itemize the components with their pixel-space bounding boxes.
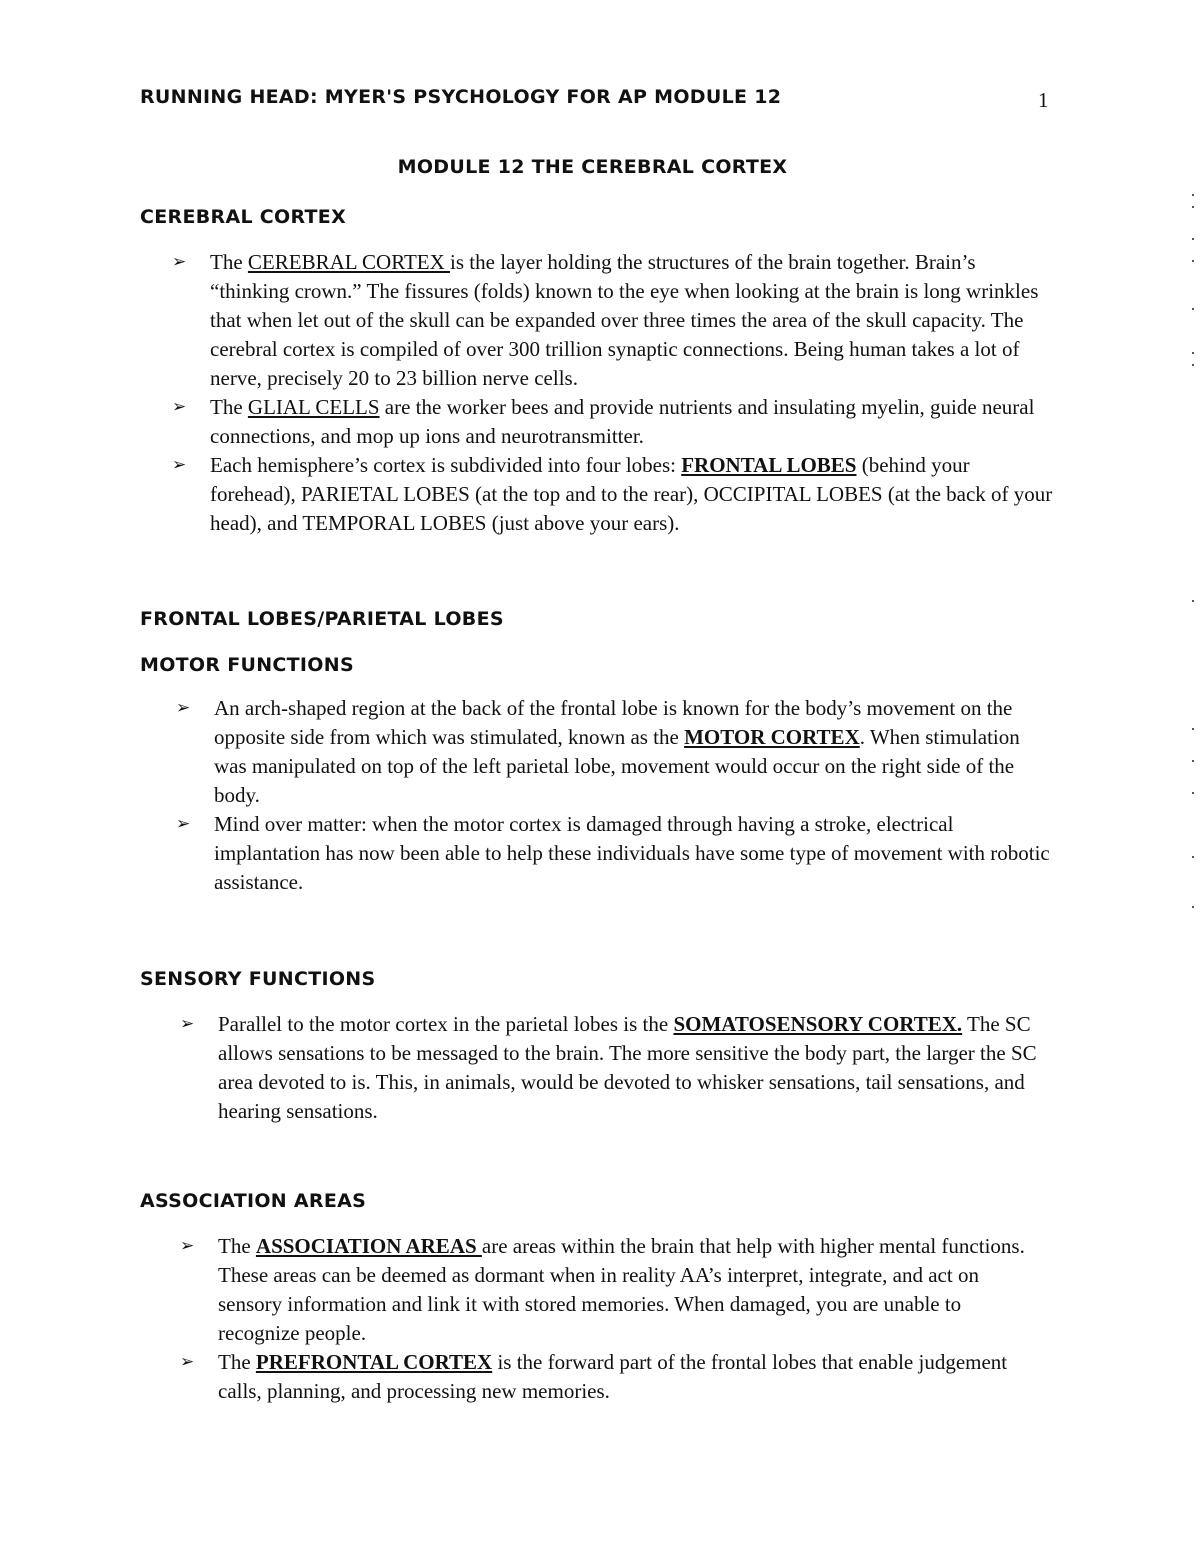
heading-association-areas: ASSOCIATION AREAS	[140, 1190, 367, 1212]
association-areas-list	[180, 1232, 1040, 1406]
arrow-bullet-icon: ➢	[180, 1352, 195, 1372]
arrow-bullet-icon: ➢	[172, 397, 187, 417]
term-glial-cells: GLIAL CELLS	[247, 395, 380, 419]
bullet-item	[180, 1010, 1060, 1126]
bullet-item	[172, 248, 1057, 393]
bullet-item	[172, 393, 1057, 451]
arrow-bullet-icon: ➢	[172, 455, 187, 475]
bullet-text: The	[218, 1234, 256, 1258]
bullet-text: is the layer holding the structures of the brain together. Brain’s “thinking crown.” The fissures (folds) known to the eye when looking at the brain is long wrinkles that when let out of the skull can be expanded over three times the area of the skull capacity. The cerebral cortex is compiled of over 300 trillion synaptic connections. Being human takes a lot of nerve, precisely 20 to 23 billion nerve cells.	[210, 250, 1039, 390]
running-head: RUNNING HEAD: MYER'S PSYCHOLOGY FOR AP MODULE 12	[140, 86, 782, 108]
bullet-item	[176, 694, 1056, 810]
bullet-item	[180, 1232, 1040, 1348]
bullet-text: (behind your forehead), PARIETAL LOBES (at the top and to the rear), OCCIPITAL LOBES (at the back of your head), and TEMPORAL LOBES (just above your ears).	[210, 453, 1053, 535]
bullet-text: is the forward part of the frontal lobes that enable judgement calls, planning, and processing new memories.	[218, 1350, 1008, 1403]
term-association-areas: ASSOCIATION AREAS	[255, 1234, 482, 1258]
heading-cerebral-cortex: CEREBRAL CORTEX	[140, 206, 347, 228]
term-prefrontal-cortex: PREFRONTAL CORTEX	[255, 1350, 493, 1374]
cerebral-cortex-list	[172, 248, 1057, 538]
scan-margin-marks	[1192, 180, 1198, 940]
term-motor-cortex: MOTOR CORTEX	[684, 725, 860, 749]
arrow-bullet-icon: ➢	[180, 1014, 195, 1034]
bullet-text: The SC allows sensations to be messaged to the brain. The more sensitive the body part, the larger the SC area devoted to is. This, in animals, would be devoted to whisker sensations, tail sensations, and hearing sensations.	[218, 1012, 1037, 1123]
bullet-text: An arch-shaped region at the back of the frontal lobe is known for the body’s movement on the opposite side from which was stimulated, known as the	[214, 696, 1013, 749]
arrow-bullet-icon: ➢	[172, 252, 187, 272]
arrow-bullet-icon: ➢	[176, 698, 191, 718]
arrow-bullet-icon: ➢	[180, 1236, 195, 1256]
motor-functions-list	[176, 694, 1056, 897]
bullet-text: are areas within the brain that help with higher mental functions. These areas can be deemed as dormant when in reality AA’s interpret, integrate, and act on sensory information and link it with stored memories. When damaged, you are unable to recognize people.	[218, 1234, 1025, 1345]
document-title: MODULE 12 THE CEREBRAL CORTEX	[397, 156, 788, 178]
bullet-text: Each hemisphere’s cortex is subdivided into four lobes:	[210, 453, 682, 477]
bullet-text: The	[210, 395, 248, 419]
bullet-text: The	[218, 1350, 256, 1374]
heading-motor-functions: MOTOR FUNCTIONS	[140, 654, 354, 676]
term-cerebral-cortex: CEREBRAL CORTEX	[247, 250, 451, 274]
sensory-functions-list	[180, 1010, 1060, 1126]
bullet-text: are the worker bees and provide nutrients and insulating myelin, guide neural connections, and mop up ions and neurotransmitter.	[210, 395, 1035, 448]
bullet-item	[172, 451, 1057, 538]
term-frontal-lobes: FRONTAL LOBES	[681, 453, 857, 477]
bullet-item	[180, 1348, 1040, 1406]
arrow-bullet-icon: ➢	[176, 814, 191, 834]
bullet-text: Mind over matter: when the motor cortex is damaged through having a stroke, electrical implantation has now been able to help these individuals have some type of movement with robotic assistance.	[214, 812, 1050, 894]
bullet-text: . When stimulation was manipulated on top of the left parietal lobe, movement would occur on the right side of the body.	[214, 725, 1020, 807]
bullet-text: The	[210, 250, 248, 274]
heading-sensory-functions: SENSORY FUNCTIONS	[140, 968, 376, 990]
term-somatosensory-cortex: SOMATOSENSORY CORTEX.	[673, 1012, 963, 1036]
bullet-item	[176, 810, 1056, 897]
heading-frontal-parietal-lobes: FRONTAL LOBES/PARIETAL LOBES	[140, 608, 504, 630]
page-number: 1	[1038, 88, 1049, 112]
bullet-text: Parallel to the motor cortex in the parietal lobes is the	[218, 1012, 674, 1036]
